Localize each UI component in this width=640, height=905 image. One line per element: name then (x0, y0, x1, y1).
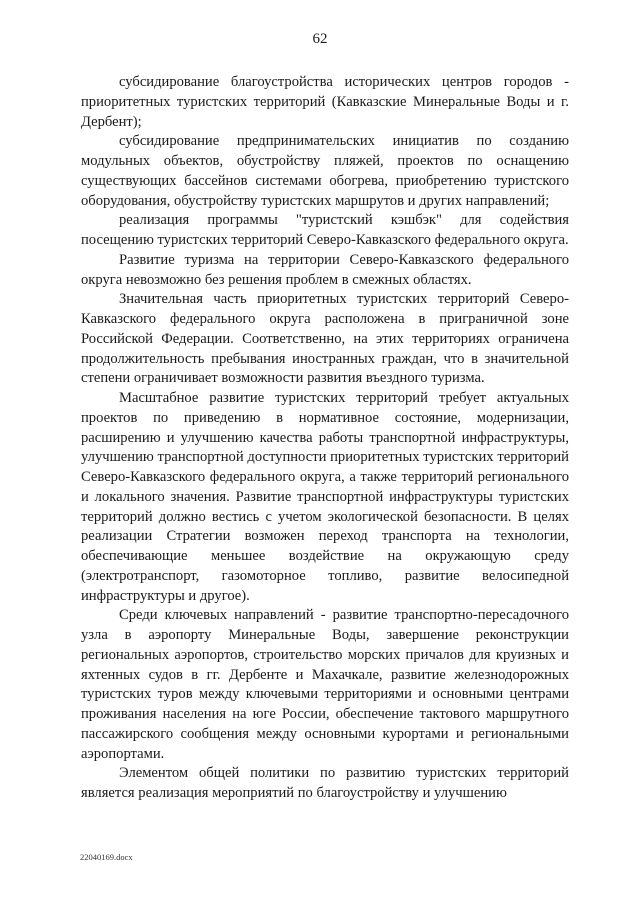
paragraph-7: Среди ключевых направлений - развитие транспортно-пересадочного узла в аэропорту Минеральные Воды, завершение реконструкции региональных аэропортов, строительство морских причалов для круизных и яхтенных судов в гг. Дербенте и Махачкале, развитие железнодорожных туристских туров между ключевыми территориями и основными центрами проживания населения на юге России, обеспечение тактового маршрутного пассажирского сообщения между основными курортами и региональными аэропортами. (81, 607, 569, 762)
paragraph-8: Элементом общей политики по развитию туристских территорий является реализация мероприятий по благоустройству и улучшению (81, 765, 569, 801)
paragraph-1: субсидирование благоустройства исторических центров городов - приоритетных туристских территорий (Кавказские Минеральные Воды и г. Дербент); (81, 74, 569, 130)
paragraph-6: Масштабное развитие туристских территорий требует актуальных проектов по приведению в нормативное состояние, модернизации, расширению и улучшению качества работы транспортной инфраструктуры, улучшению транспортной доступности приоритетных туристских территорий Северо-Кавказского федерального округа, а также территорий регионального и локального значения. Развитие транспортной инфраструктуры туристских территорий должно вестись с учетом экологической безопасности. В целях реализации Стратегии возможен переход транспорта на технологии, обеспечивающие меньшее воздействие на окружающую среду (электротранспорт, газомоторное топливо, развитие велосипедной инфраструктуры и другое). (81, 390, 569, 604)
paragraph-3: реализация программы "туристский кэшбэк" для содействия посещению туристских территорий Северо-Кавказского федерального округа. (81, 212, 569, 248)
paragraph-4: Развитие туризма на территории Северо-Кавказского федерального округа невозможно без решения проблем в смежных областях. (81, 251, 569, 288)
paragraph-5: Значительная часть приоритетных туристских территорий Северо-Кавказского федерального округа расположена в приграничной зоне Российской Федерации. Соответственно, на этих территориях ограничена продолжительность пребывания иностранных граждан, что в значительной степени ограничивает возможности развития въездного туризма. (81, 291, 569, 387)
footer-filename: 22040169.docx (80, 852, 133, 862)
paragraph-2: субсидирование предпринимательских инициатив по созданию модульных объектов, обустройству пляжей, проектов по оснащению существующих бассейнов системами обогрева, приобретению туристского оборудования, обустройству туристских маршрутов и других направлений; (81, 133, 569, 209)
body-text (81, 73, 569, 804)
page-number: 62 (312, 31, 328, 47)
